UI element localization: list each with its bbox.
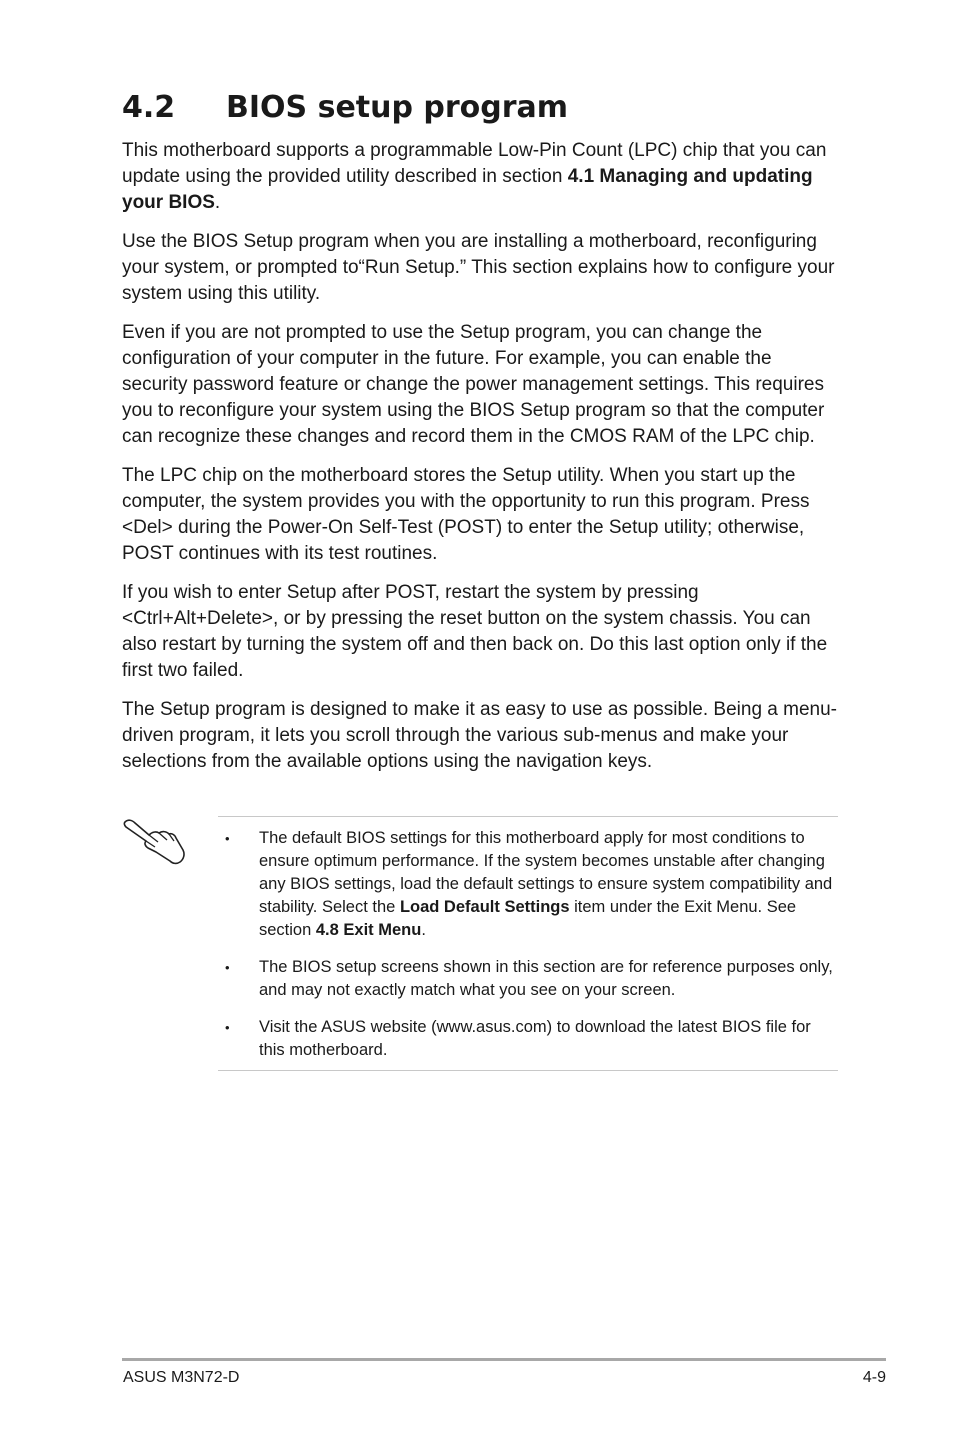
footer-rule <box>122 1358 886 1361</box>
hand-pointer-icon <box>122 816 186 866</box>
section-heading <box>122 88 568 128</box>
note-text: The BIOS setup screens shown in this section are for reference purposes only, and may not exactly match what you see on your screen. <box>259 958 833 999</box>
footer-page-number: 4-9 <box>862 1369 886 1386</box>
note-text: Visit the ASUS website (www.asus.com) to download the latest BIOS file for this motherboard. <box>259 1018 811 1059</box>
paragraph-restart: If you wish to enter Setup after POST, restart the system by pressing <Ctrl+Alt+Delete>, or by pressing the reset button on the system chassis. You can also restart by turning the system off and then back on. Do this last option only if the first two failed. <box>122 582 828 681</box>
note-list <box>218 816 838 1071</box>
paragraph-usage: Use the BIOS Setup program when you are installing a motherboard, reconfiguring your system, or prompted to“Run Setup.” This section explains how to configure your system using this utility. <box>122 231 835 304</box>
note-text: The default BIOS settings for this motherboard apply for most conditions to ensure optimum performance. If the system becomes unstable after changing any BIOS settings, load the default settings to ensure system compatibility and stability. Select the <box>259 829 833 916</box>
section-number: 4.2 <box>122 90 176 125</box>
footer-product-name: ASUS M3N72-D <box>123 1369 240 1386</box>
exit-menu-reference: 4.8 Exit Menu <box>315 921 422 939</box>
paragraph-configuration: Even if you are not prompted to use the Setup program, you can change the configuration of your computer in the future. For example, you can enable the security password feature or change the power management settings. This requires you to reconfigure your system using the BIOS Setup program so that the computer can recognize these changes and record them in the CMOS RAM of the LPC chip. <box>122 322 825 447</box>
note-item-default-settings <box>218 827 838 942</box>
paragraph-lpc-chip: The LPC chip on the motherboard stores the Setup utility. When you start up the computer, the system provides you with the opportunity to run this program. Press <Del> during the Power-On Self-Test (POST) to enter the Setup utility; otherwise, POST continues with its test routines. <box>122 465 810 564</box>
section-title: BIOS setup program <box>226 90 569 125</box>
paragraph-intro-text: This motherboard supports a programmable Low-Pin Count (LPC) chip that you can update using the provided utility described in section <box>122 140 827 187</box>
paragraph-navigation: The Setup program is designed to make it as easy to use as possible. Being a menu-driven program, it lets you scroll through the various sub-menus and make your selections from the available options using the navigation keys. <box>122 699 838 772</box>
note-item-reference-screens <box>218 956 838 1002</box>
note-text: . <box>421 921 426 939</box>
body-text <box>122 138 840 788</box>
note-text: item under the Exit Menu. See section <box>259 898 797 939</box>
note-block <box>122 816 838 1070</box>
bullet: • <box>225 831 230 846</box>
paragraph-intro-end: . <box>214 192 221 213</box>
section-reference: 4.1 Managing and updating your BIOS <box>122 166 813 213</box>
bullet: • <box>225 1020 230 1035</box>
bullet: • <box>225 960 230 975</box>
paragraph-intro <box>122 138 840 216</box>
note-item-website <box>218 1016 838 1062</box>
load-default-settings-label: Load Default Settings <box>399 898 570 916</box>
